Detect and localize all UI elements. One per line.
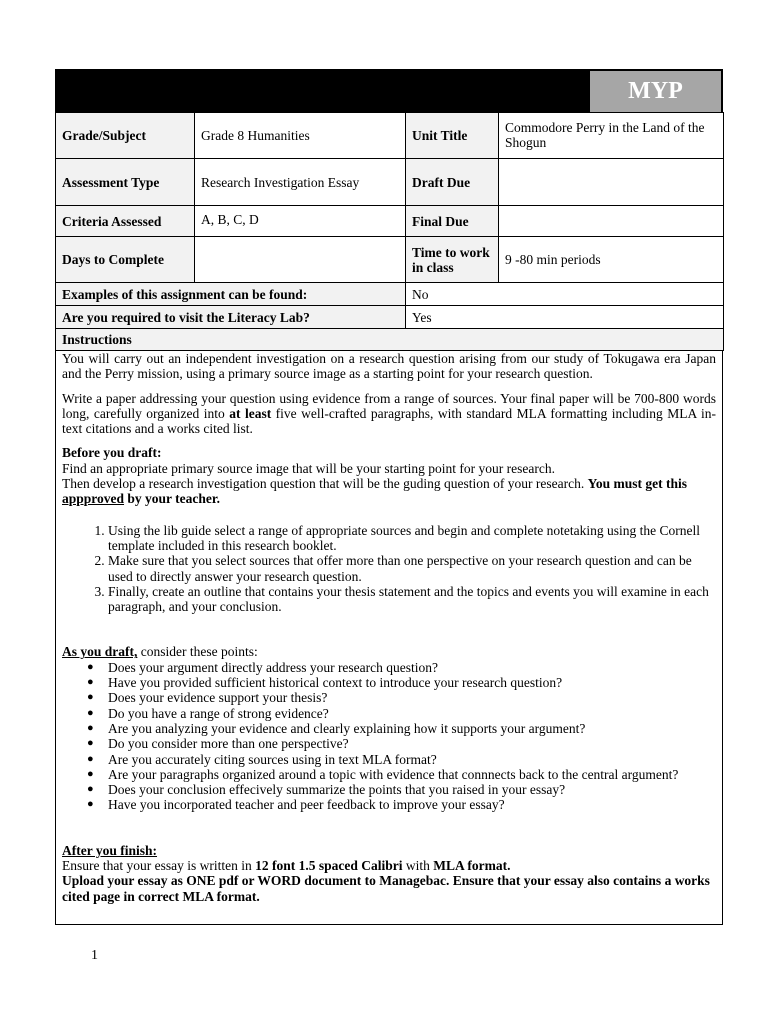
literacy-lab-label: Are you required to visit the Literacy Lab?: [56, 306, 406, 329]
instructions-heading: Instructions: [56, 329, 724, 351]
bullet-icon: ●: [87, 798, 94, 811]
time-label: Time to work in class: [406, 237, 499, 283]
list-item: 3. Finally, create an outline that contains your thesis statement and the topics and events you will examine in each paragraph, and your conclusion.: [108, 584, 716, 615]
examples-value: No: [406, 283, 724, 306]
list-item: 1. Using the lib guide select a range of appropriate sources and begin and complete notetaking using the Cornell template included in this research booklet.: [108, 523, 716, 554]
final-due-value: [499, 206, 724, 237]
research-steps-list: [62, 523, 716, 615]
list-item: ● Are you accurately citing sources using in text MLA format?: [87, 751, 437, 767]
literacy-lab-value: Yes: [406, 306, 724, 329]
bullet-icon: ●: [87, 767, 94, 780]
header-bar: [55, 69, 723, 112]
paper-requirements-paragraph: Write a paper addressing your question using evidence from a range of sources. Your final paper will be 700-800 words long, carefully organized into at least five well-crafted paragraphs, with standard MLA formatting including MLA in-text citations and a works cited list.: [62, 390, 716, 437]
instructions-body: [55, 351, 723, 925]
unit-value: Commodore Perry in the Land of the Shogun: [499, 113, 724, 159]
bullet-icon: ●: [87, 752, 94, 765]
page-number: 1: [91, 948, 98, 963]
time-value: 9 -80 min periods: [499, 237, 724, 283]
after-finish-line-1: Ensure that your essay is written in 12 font 1.5 spaced Calibri with MLA format.: [62, 858, 511, 874]
bullet-icon: ●: [87, 706, 94, 719]
draft-due-label: Draft Due: [406, 159, 499, 206]
draft-due-value: [499, 159, 724, 206]
list-item: ● Have you incorporated teacher and peer feedback to improve your essay?: [87, 797, 505, 813]
list-item: ● Does your conclusion effecively summarize the points that you raised in your essay?: [87, 782, 566, 798]
days-value: [195, 237, 406, 283]
grade-value: Grade 8 Humanities: [195, 113, 406, 159]
bullet-icon: ●: [87, 783, 94, 796]
as-you-draft-heading: As you draft, consider these points:: [62, 644, 258, 660]
criteria-value: A, B, C, D: [195, 206, 406, 237]
before-draft-line-1: Find an appropriate primary source image that will be your starting point for your research.: [62, 460, 555, 476]
list-item: ● Does your evidence support your thesis?: [87, 690, 328, 706]
grade-label: Grade/Subject: [56, 113, 195, 159]
after-finish-heading: After you finish:: [62, 842, 158, 858]
assessment-label: Assessment Type: [56, 159, 195, 206]
intro-paragraph: You will carry out an independent investigation on a research question arising from our study of Tokugawa era Japan and the Perry mission, using a primary source image as a starting point for your research question.: [62, 351, 716, 382]
bullet-icon: ●: [87, 737, 94, 750]
bullet-icon: ●: [87, 691, 94, 704]
before-draft-heading: Before you draft:: [62, 445, 162, 461]
list-item: ● Does your argument directly address your research question?: [87, 659, 439, 675]
list-item: ● Do you consider more than one perspective?: [87, 736, 349, 752]
days-label: Days to Complete: [56, 237, 195, 283]
examples-label: Examples of this assignment can be found:: [56, 283, 406, 306]
assignment-document: [55, 69, 723, 925]
criteria-label: Criteria Assessed: [56, 206, 195, 237]
after-finish-line-2: Upload your essay as ONE pdf or WORD document to Managebac. Ensure that your essay also contains a works cited page in correct MLA format.: [62, 873, 710, 904]
list-item: ● Do you have a range of strong evidence?: [87, 705, 329, 721]
bullet-icon: ●: [87, 676, 94, 689]
before-draft-line-2: Then develop a research investigation question that will be the guding question of your research. You must get this appproved by your teacher.: [62, 476, 687, 507]
bullet-icon: ●: [87, 660, 94, 673]
final-due-label: Final Due: [406, 206, 499, 237]
myp-badge: MYP: [590, 71, 721, 112]
bullet-icon: ●: [87, 721, 94, 734]
list-item: ● Are your paragraphs organized around a topic with evidence that connnects back to the central argument?: [87, 766, 679, 782]
list-item: ● Are you analyzing your evidence and clearly explaining how it supports your argument?: [87, 720, 586, 736]
list-item: 2. Make sure that you select sources that offer more than one perspective on your research question and can be used to directly answer your research question.: [108, 553, 716, 584]
list-item: ● Have you provided sufficient historical context to introduce your research question?: [87, 675, 563, 691]
draft-checklist: [62, 660, 716, 813]
assignment-info-table: [55, 112, 724, 351]
unit-label: Unit Title: [406, 113, 499, 159]
assessment-value: Research Investigation Essay: [195, 159, 406, 206]
